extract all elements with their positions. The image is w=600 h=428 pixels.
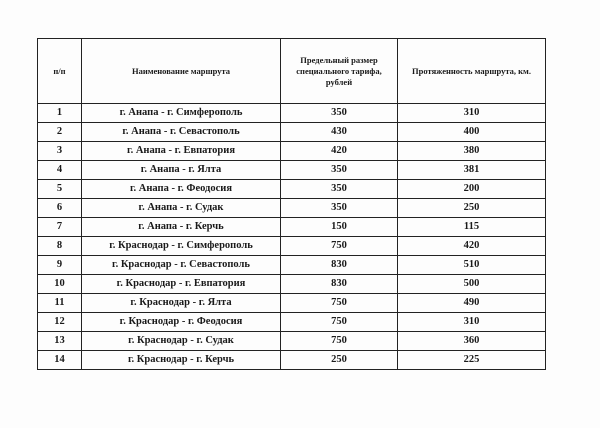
row-tariff: 430 — [281, 123, 398, 142]
row-tariff: 350 — [281, 104, 398, 123]
row-route: г. Анапа - г. Евпатория — [82, 142, 281, 161]
row-route: г. Краснодар - г. Севастополь — [82, 256, 281, 275]
row-length: 310 — [398, 313, 546, 332]
table-row — [38, 332, 546, 351]
row-num: 5 — [38, 180, 82, 199]
row-length: 360 — [398, 332, 546, 351]
row-route: г. Анапа - г. Судак — [82, 199, 281, 218]
row-length: 380 — [398, 142, 546, 161]
table-row — [38, 199, 546, 218]
table-row — [38, 351, 546, 370]
row-num: 2 — [38, 123, 82, 142]
row-num: 11 — [38, 294, 82, 313]
table-row — [38, 218, 546, 237]
header-tariff: Предельный размер специального тарифа, рублей — [281, 39, 398, 104]
row-length: 310 — [398, 104, 546, 123]
row-route: г. Анапа - г. Симферополь — [82, 104, 281, 123]
row-length: 225 — [398, 351, 546, 370]
header-row — [38, 39, 546, 104]
row-length: 500 — [398, 275, 546, 294]
row-tariff: 350 — [281, 199, 398, 218]
table-row — [38, 142, 546, 161]
row-route: г. Анапа - г. Ялта — [82, 161, 281, 180]
row-num: 14 — [38, 351, 82, 370]
header-length: Протяженность маршрута, км. — [398, 39, 546, 104]
row-length: 200 — [398, 180, 546, 199]
row-route: г. Краснодар - г. Евпатория — [82, 275, 281, 294]
row-length: 510 — [398, 256, 546, 275]
row-tariff: 350 — [281, 180, 398, 199]
table-row — [38, 237, 546, 256]
row-length: 490 — [398, 294, 546, 313]
row-route: г. Анапа - г. Севастополь — [82, 123, 281, 142]
row-tariff: 750 — [281, 294, 398, 313]
row-num: 13 — [38, 332, 82, 351]
row-tariff: 250 — [281, 351, 398, 370]
row-num: 4 — [38, 161, 82, 180]
table-row — [38, 294, 546, 313]
row-num: 10 — [38, 275, 82, 294]
table-row — [38, 275, 546, 294]
row-num: 8 — [38, 237, 82, 256]
row-length: 400 — [398, 123, 546, 142]
row-route: г. Краснодар - г. Феодосия — [82, 313, 281, 332]
row-length: 420 — [398, 237, 546, 256]
row-length: 115 — [398, 218, 546, 237]
header-route: Наименование маршрута — [82, 39, 281, 104]
header-num: п/п — [38, 39, 82, 104]
row-tariff: 750 — [281, 313, 398, 332]
row-route: г. Краснодар - г. Симферополь — [82, 237, 281, 256]
row-tariff: 420 — [281, 142, 398, 161]
row-num: 12 — [38, 313, 82, 332]
row-route: г. Краснодар - г. Судак — [82, 332, 281, 351]
row-tariff: 150 — [281, 218, 398, 237]
row-tariff: 830 — [281, 275, 398, 294]
table-row — [38, 180, 546, 199]
row-num: 1 — [38, 104, 82, 123]
row-tariff: 750 — [281, 237, 398, 256]
row-tariff: 350 — [281, 161, 398, 180]
row-num: 7 — [38, 218, 82, 237]
row-length: 381 — [398, 161, 546, 180]
table-body — [38, 104, 546, 370]
table-row — [38, 313, 546, 332]
table-row — [38, 256, 546, 275]
table-row — [38, 123, 546, 142]
table-row — [38, 161, 546, 180]
row-num: 9 — [38, 256, 82, 275]
row-tariff: 750 — [281, 332, 398, 351]
tariff-table — [37, 38, 546, 370]
row-route: г. Краснодар - г. Ялта — [82, 294, 281, 313]
row-num: 3 — [38, 142, 82, 161]
row-route: г. Краснодар - г. Керчь — [82, 351, 281, 370]
row-route: г. Анапа - г. Керчь — [82, 218, 281, 237]
row-num: 6 — [38, 199, 82, 218]
row-route: г. Анапа - г. Феодосия — [82, 180, 281, 199]
table-row — [38, 104, 546, 123]
row-length: 250 — [398, 199, 546, 218]
row-tariff: 830 — [281, 256, 398, 275]
